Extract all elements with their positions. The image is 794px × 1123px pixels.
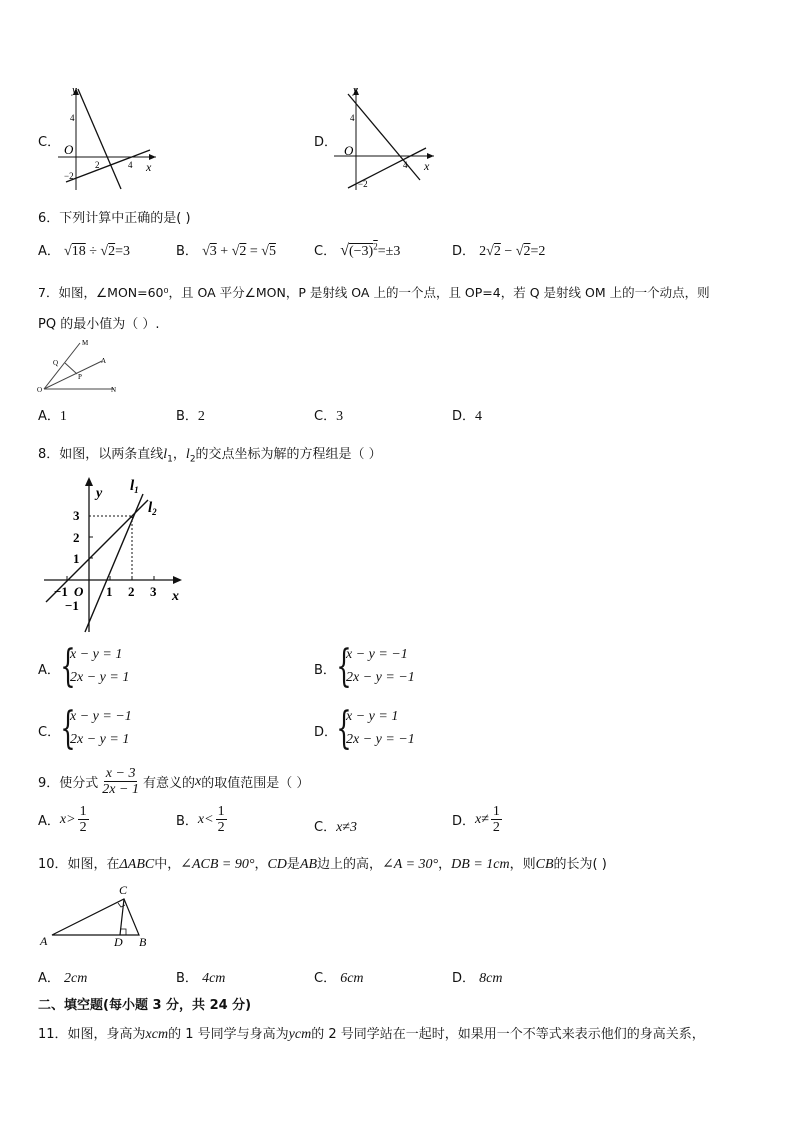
q5-option-c-graph [58, 84, 158, 194]
q5-option-d-label[interactable]: D． [314, 135, 338, 150]
q8-tick-xm1: −1 [54, 584, 68, 599]
q9-option-b[interactable]: B． x< $\frac{1}{2}$ [176, 804, 225, 835]
q8-graph [40, 470, 190, 635]
q8-option-d[interactable]: D． { x − y = 1 2x − y = −1 [314, 703, 415, 754]
q6-d-math: 2√2 − √2=2 [479, 244, 546, 259]
q8-tick-x3: 3 [150, 584, 157, 599]
q8-option-a[interactable]: A． { x − y = 1 2x − y = 1 [38, 641, 130, 692]
q8-l2-label: $l_2$ [148, 500, 157, 517]
q8-tick-y1: 1 [73, 551, 80, 566]
q8-option-c[interactable]: C． { x − y = −1 2x − y = 1 [38, 703, 132, 754]
q10-label-c: C [119, 883, 128, 897]
q5d-tick-m2: −2 [358, 179, 368, 189]
q10-option-a[interactable]: A． 2cm [38, 971, 88, 986]
q6-c-label: C． [314, 244, 337, 259]
q9-option-d[interactable]: D． x≠ $\frac{1}{2}$ [452, 804, 500, 835]
q5d-tick-4x: 4 [403, 160, 408, 170]
q6-option-d[interactable] [452, 240, 545, 260]
q5-option-d-graph [334, 84, 438, 194]
q7-label-m: M [82, 339, 89, 347]
q6-option-a[interactable] [38, 240, 130, 260]
q7-label-o: O [37, 386, 43, 394]
q5c-origin: O [64, 142, 74, 157]
q7-option-c[interactable]: C．3 [314, 409, 344, 424]
q8-tick-x1: 1 [106, 584, 113, 599]
q10-label-d: D [114, 935, 123, 949]
q5c-tick-2: 2 [95, 160, 100, 170]
q7-label-p: P [78, 373, 82, 381]
q8-l1-label: $l_1$ [130, 478, 139, 495]
q8-tick-y2: 2 [73, 530, 80, 545]
q7-figure [34, 337, 124, 395]
q8-y-label: y [96, 486, 103, 501]
q10-label-a: A [40, 934, 48, 948]
q5d-origin: O [344, 143, 354, 158]
q9-option-a[interactable]: A． x> $\frac{1}{2}$ [38, 804, 87, 835]
q5c-tick-4: 4 [70, 113, 75, 123]
q6-stem: 6．下列计算中正确的是( ) [38, 211, 191, 226]
q10-option-d[interactable]: D． 8cm [452, 971, 503, 986]
q5c-tick-4x: 4 [128, 160, 133, 170]
q5c-x-label: x [146, 160, 152, 174]
section-2-heading: 二、填空题(每小题 3 分，共 24 分) [38, 998, 252, 1013]
q5d-tick-4: 4 [350, 113, 355, 123]
q5c-tick-m2: −2 [64, 171, 74, 181]
q8-origin: O [74, 584, 84, 599]
q6-b-label: B． [176, 244, 198, 259]
q7-stem-line2: PQ 的最小值为（ ）. [38, 317, 160, 332]
q6-option-c[interactable] [314, 240, 400, 260]
q8-stem: 8．如图，以两条直线$l_1$，$l_2$的交点坐标为解的方程组是（ ） [38, 447, 382, 465]
q7-option-d[interactable]: D．4 [452, 409, 483, 424]
q10-option-c[interactable]: C． 6cm [314, 971, 364, 986]
q7-option-b[interactable]: B．2 [176, 409, 205, 424]
q7-label-n: N [111, 386, 117, 394]
q10-triangle-figure [38, 883, 158, 949]
q7-label-q: Q [53, 359, 59, 367]
q6-b-math: √3 + √2 = √5 [202, 244, 276, 259]
q8-tick-x2: 2 [128, 584, 135, 599]
q9-stem: 9．使分式 $\frac{x - 3}{2x - 1}$ 有意义的 x 的取值范围是（ ） [38, 766, 310, 797]
q6-a-math: √18 ÷ √2=3 [64, 244, 131, 259]
q5d-y-label: y [353, 84, 358, 96]
q8-x-label: x [172, 589, 179, 604]
q5d-x-label: x [424, 159, 430, 173]
q8-tick-ym1: −1 [65, 598, 79, 613]
q7-label-a: A [101, 357, 107, 365]
q6-option-b[interactable] [176, 240, 276, 260]
q6-c-math: $√(-3)^2=\pm 3$ [340, 241, 401, 259]
q10-stem: 10．如图，在ΔABC中，∠ACB = 90°，CD是AB边上的高，∠A = 30°，DB = 1cm，则CB的长为( ) [38, 857, 607, 872]
q10-label-b: B [139, 935, 147, 949]
q7-stem-line1: 7．如图，∠MON=60⁰，且 OA 平分∠MON，P 是射线 OA 上的一个点，且 OP=4，若 Q 是射线 OM 上的一个动点，则 [38, 285, 710, 300]
q5c-y-label: y [72, 84, 77, 96]
q5-option-c-label[interactable]: C． [38, 135, 61, 150]
q7-option-a[interactable]: A．1 [38, 409, 67, 424]
q9-fraction: $\frac{x - 3}{2x - 1}$ [102, 766, 139, 797]
q9-option-c[interactable]: C．x≠3 [314, 820, 357, 835]
q6-a-label: A． [38, 244, 60, 259]
q11-stem: 11．如图，身高为xcm的 1 号同学与身高为ycm的 2 号同学站在一起时，如果用一个不等式来表示他们的身高关系， [38, 1027, 705, 1042]
q8-tick-y3: 3 [73, 508, 80, 523]
q8-option-b[interactable]: B． { x − y = −1 2x − y = −1 [314, 641, 415, 692]
q6-d-label: D． [452, 244, 476, 259]
q10-option-b[interactable]: B． 4cm [176, 971, 226, 986]
